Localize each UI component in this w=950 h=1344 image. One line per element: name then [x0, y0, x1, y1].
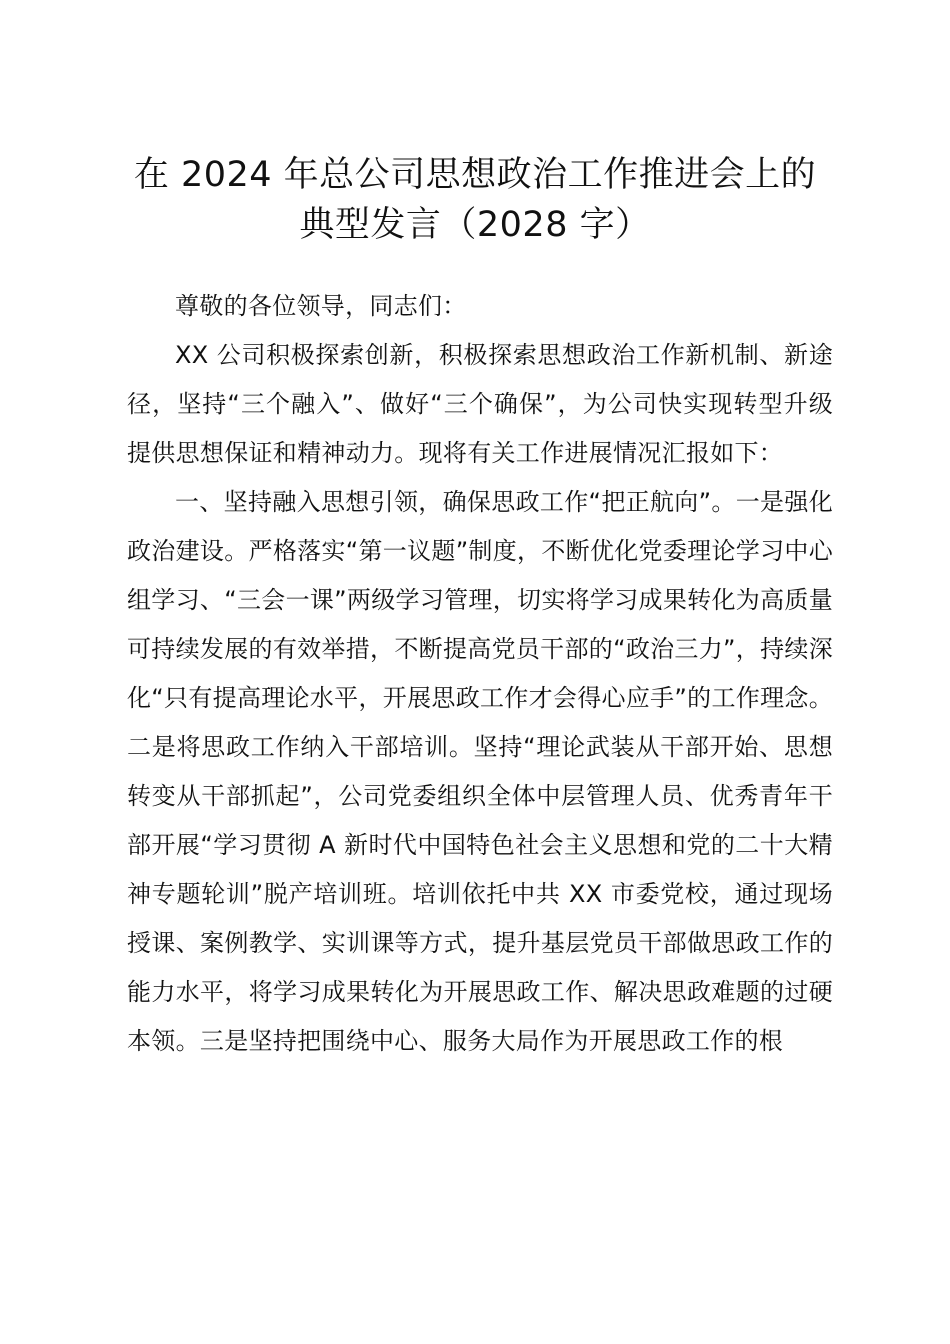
intro-paragraph: XX 公司积极探索创新，积极探索思想政治工作新机制、新途径，坚持“三个融入”、做好“三个确保”，为公司快实现转型升级提供思想保证和精神动力。现将有关工作进展情况汇报如下：: [127, 341, 833, 467]
section-one-paragraph: 一、坚持融入思想引领，确保思政工作“把正航向”。一是强化政治建设。严格落实“第一议题”制度，不断优化党委理论学习中心组学习、“三会一课”两级学习管理，切实将学习成果转化为高质量可持续发展的有效举措，不断提高党员干部的“政治三力”，持续深化“只有提高理论水平，开展思政工作才会得心应手”的工作理念。二是将思政工作纳入干部培训。坚持“理论武装从干部开始、思想转变从干部抓起”，公司党委组织全体中层管理人员、优秀青年干部开展“学习贯彻 A 新时代中国特色社会主义思想和党的二十大精神专题轮训”脱产培训班。培训依托中共 XX 市委党校，通过现场授课、案例教学、实训课等方式，提升基层党员干部做思政工作的能力水平，将学习成果转化为开展思政工作、解决思政难题的过硬本领。三是坚持把围绕中心、服务大局作为开展思政工作的根: [127, 488, 833, 1055]
salutation-paragraph: 尊敬的各位领导，同志们：: [175, 292, 467, 320]
document-title: 在 2024 年总公司思想政治工作推进会上的典型发言（2028 字）: [133, 155, 817, 245]
document-body: [127, 282, 833, 1066]
